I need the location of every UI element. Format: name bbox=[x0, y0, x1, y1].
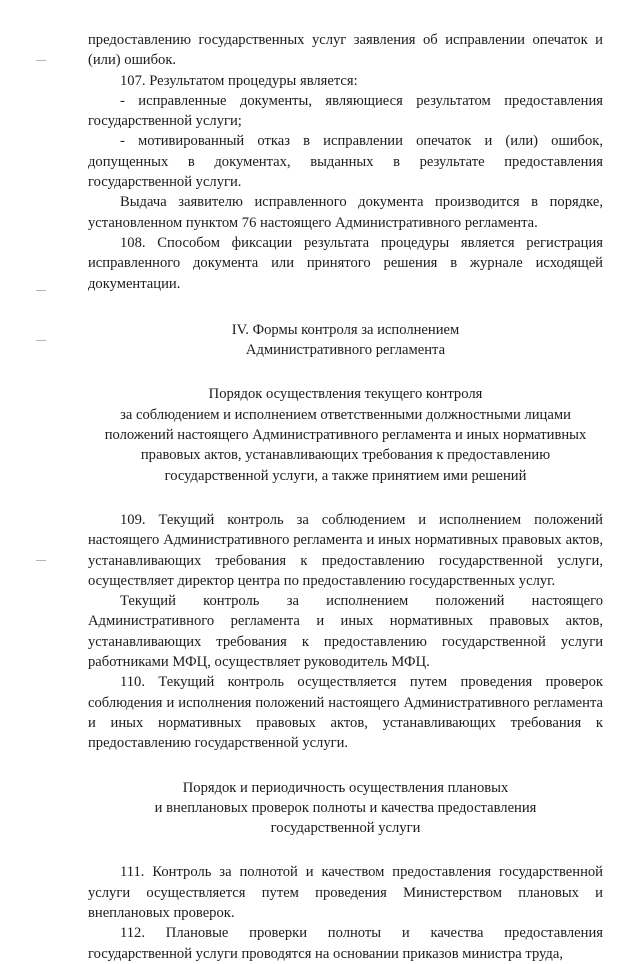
list-item: - мотивированный отказ в исправлении опечаток и (или) ошибок, допущенных в документах, выданных в результате предоставления государственной услуги. bbox=[88, 133, 603, 191]
subheading-line: государственной услуги bbox=[270, 820, 421, 837]
paragraphs-top bbox=[88, 30, 603, 294]
paragraph: 108. Способом фиксации результата процедуры является регистрация исправленного документа или принятого решения в журнале исходящей документации. bbox=[88, 234, 603, 292]
subheading-inspections bbox=[88, 778, 603, 839]
paragraphs-bottom bbox=[88, 862, 603, 963]
subheading-line: положений настоящего Административного регламента и иных нормативных bbox=[104, 427, 587, 444]
paragraph: 112. Плановые проверки полноты и качества предоставления государственной услуги проводятся на основании приказов министра труда, bbox=[88, 925, 603, 962]
section-heading-line: IV. Формы контроля за исполнением bbox=[231, 321, 460, 338]
subheading-line: государственной услуги, а также принятием ими решений bbox=[164, 467, 527, 484]
scan-margin-mark bbox=[36, 290, 46, 291]
subheading-line: Порядок и периодичность осуществления плановых bbox=[182, 779, 509, 796]
subheading-current-control bbox=[88, 384, 603, 485]
subheading-line: за соблюдением и исполнением ответственными должностными лицами bbox=[120, 406, 571, 423]
subheading-line: Порядок осуществления текущего контроля bbox=[208, 386, 483, 403]
paragraph: предоставлению государственных услуг заявления об исправлении опечаток и (или) ошибок. bbox=[88, 32, 603, 69]
scan-margin-mark bbox=[36, 340, 46, 341]
paragraph: 110. Текущий контроль осуществляется путем проведения проверок соблюдения и исполнения положений настоящего Административного регламента и иных нормативных правовых актов, устанавливающих требования к предоставлению государственной услуги. bbox=[88, 674, 603, 752]
scan-margin-mark bbox=[36, 60, 46, 61]
subheading-line: и внеплановых проверок полноты и качества предоставления bbox=[154, 799, 537, 816]
paragraph: Текущий контроль за исполнением положений настоящего Административного регламента и иных нормативных правовых актов, устанавливающих требования к предоставлению государственной услуги работниками МФЦ, осуществляет руководитель МФЦ. bbox=[88, 593, 603, 671]
section-heading-line: Административного регламента bbox=[245, 342, 446, 359]
subheading-line: правовых актов, устанавливающих требования к предоставлению bbox=[140, 447, 551, 464]
paragraph: 111. Контроль за полнотой и качеством предоставления государственной услуги осуществляется путем проведения Министерством плановых и внеплановых проверок. bbox=[88, 864, 603, 921]
list-item: - исправленные документы, являющиеся результатом предоставления государственной услуги; bbox=[88, 92, 603, 130]
section-heading bbox=[88, 320, 603, 361]
paragraph: 107. Результатом процедуры является: bbox=[120, 72, 358, 89]
paragraph: 109. Текущий контроль за соблюдением и исполнением положений настоящего Административного регламента и иных нормативных правовых актов, устанавливающих требования к предоставлению государственной услуги, осуществляет директор центра по предоставлению государственных услуг. bbox=[88, 511, 603, 589]
document-page bbox=[88, 30, 603, 964]
scan-margin-mark bbox=[36, 560, 46, 561]
paragraphs-mid bbox=[88, 510, 603, 754]
paragraph: Выдача заявителю исправленного документа производится в порядке, установленном пунктом 76 настоящего Административного регламента. bbox=[88, 194, 603, 231]
